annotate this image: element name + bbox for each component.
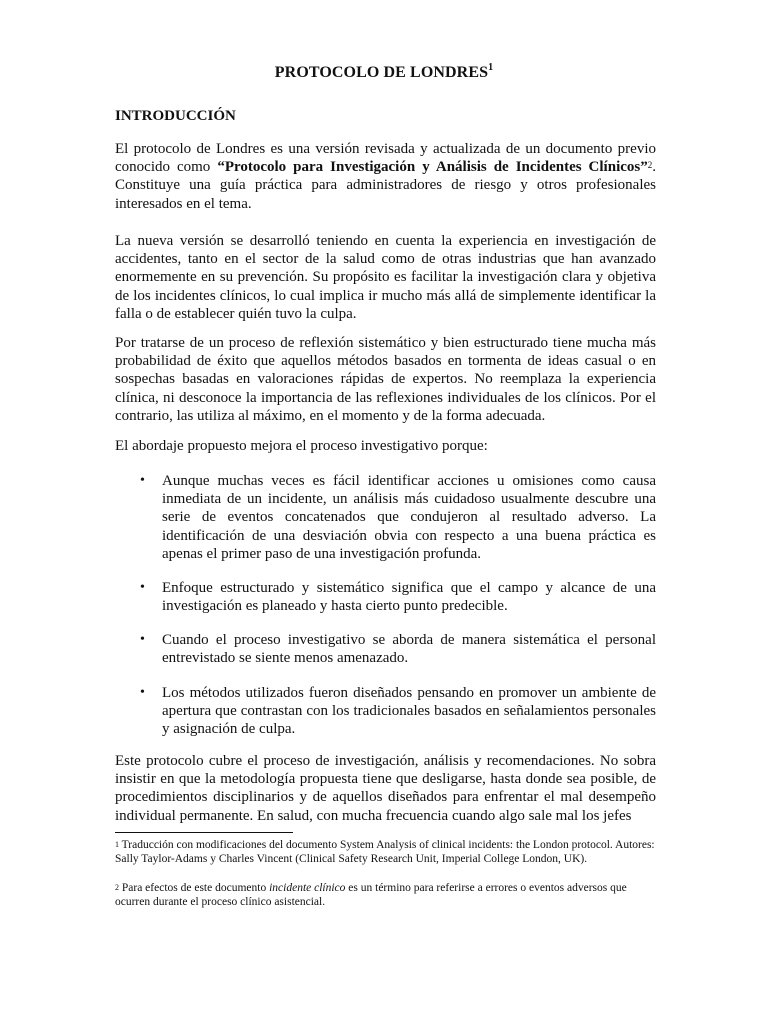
list-item-text: Los métodos utilizados fueron diseñados pensando en promover un ambiente de apertura que contrastan con los tradicionales basados en señalamientos personales y asignación de culpa. [162, 685, 656, 738]
footnote-2-italic: incidente clínico [269, 882, 346, 894]
footnote-2-mark: 2 [115, 883, 119, 892]
paragraph-new-version: La nueva versión se desarrolló teniendo en cuenta la experiencia en investigación de accidentes, tanto en el sector de la salud como de otras industrias que han avanzado enormemente en su prevención. Su propósito es facilitar la investigación clara y objetiva de los incidentes clínicos, lo cual implica ir mucho más allá de simplemente identificar la falla o de establecer quién tuvo la culpa. [115, 233, 656, 322]
list-item [140, 631, 656, 667]
list-item-text: Aunque muchas veces es fácil identificar acciones u omisiones como causa inmediata de un incidente, un análisis más cuidadoso usualmente descubre una serie de eventos concatenados que condujeron al resultado adverso. La identificación de una desviación obvia con respecto a una buena práctica es apenas el primer paso de una investigación profunda. [162, 473, 656, 562]
title-text: PROTOCOLO DE LONDRES [274, 64, 489, 81]
title-footnote-mark: 1 [488, 62, 494, 73]
document-title [0, 64, 768, 82]
footnote-1-mark: 1 [115, 840, 119, 849]
paragraph-intro-text-a: El protocolo de Londres es una versión revisada y actualizada de un documento previo conocido como [115, 141, 656, 176]
footnote-1-text: Traducción con modificaciones del documento System Analysis of clinical incidents: the London protocol. Autores: Sally Taylor-Adams y Charles Vincent (Clinical Safety Research Unit, Imperial College London, UK). [115, 839, 655, 865]
bullet-mark: • [140, 685, 145, 700]
list-item-text: Enfoque estructurado y sistemático significa que el campo y alcance de una investigación es planeado y hasta cierto punto predecible. [162, 580, 656, 615]
paragraph-intro [115, 140, 656, 213]
list-item-text: Cuando el proceso investigativo se aborda de manera sistemática el personal entrevistado se siente menos amenazado. [162, 632, 656, 667]
footnote-2 [115, 882, 660, 909]
list-item [140, 684, 656, 739]
protocol-name-bold: “Protocolo para Investigación y Análisis de Incidentes Clínicos” [217, 159, 648, 176]
paragraph-reflection: Por tratarse de un proceso de reflexión sistemático y bien estructurado tiene mucha más probabilidad de éxito que aquellos métodos basados en tormenta de ideas casual o en sospechas basadas en valoraciones rápidas de expertos. No reemplaza la experiencia clínica, ni desconoce la importancia de las reflexiones individuales de los clínicos. Por el contrario, las utiliza al máximo, en el momento y de la forma adecuada. [115, 335, 656, 424]
footnote-divider [115, 832, 293, 833]
footnote-ref-2: 2 [647, 160, 653, 171]
list-item [140, 579, 656, 615]
footnote-2-text-b: es un término para referirse a errores o eventos adversos que ocurren durante el proceso clínico asistencial. [115, 882, 627, 908]
bullet-mark: • [140, 473, 145, 488]
footnote-1 [115, 839, 660, 866]
section-heading: INTRODUCCIÓN [115, 108, 236, 124]
list-item [140, 472, 656, 563]
bullet-mark: • [140, 632, 145, 647]
paragraph-intro-text-b: . Constituye una guía práctica para administradores de riesgo y otros profesionales interesados en el tema. [115, 159, 656, 212]
bullet-mark: • [140, 580, 145, 595]
paragraph-approach: El abordaje propuesto mejora el proceso investigativo porque: [115, 438, 488, 454]
paragraph-coverage: Este protocolo cubre el proceso de investigación, análisis y recomendaciones. No sobra insistir en que la metodología propuesta tiene que desligarse, hasta donde sea posible, de procedimientos disciplinarios y de aquellos diseñados para enfrentar el mal desempeño individual permanente. En salud, con mucha frecuencia cuando algo sale mal los jefes [115, 753, 656, 824]
footnote-2-text-a: Para efectos de este documento [119, 882, 270, 894]
